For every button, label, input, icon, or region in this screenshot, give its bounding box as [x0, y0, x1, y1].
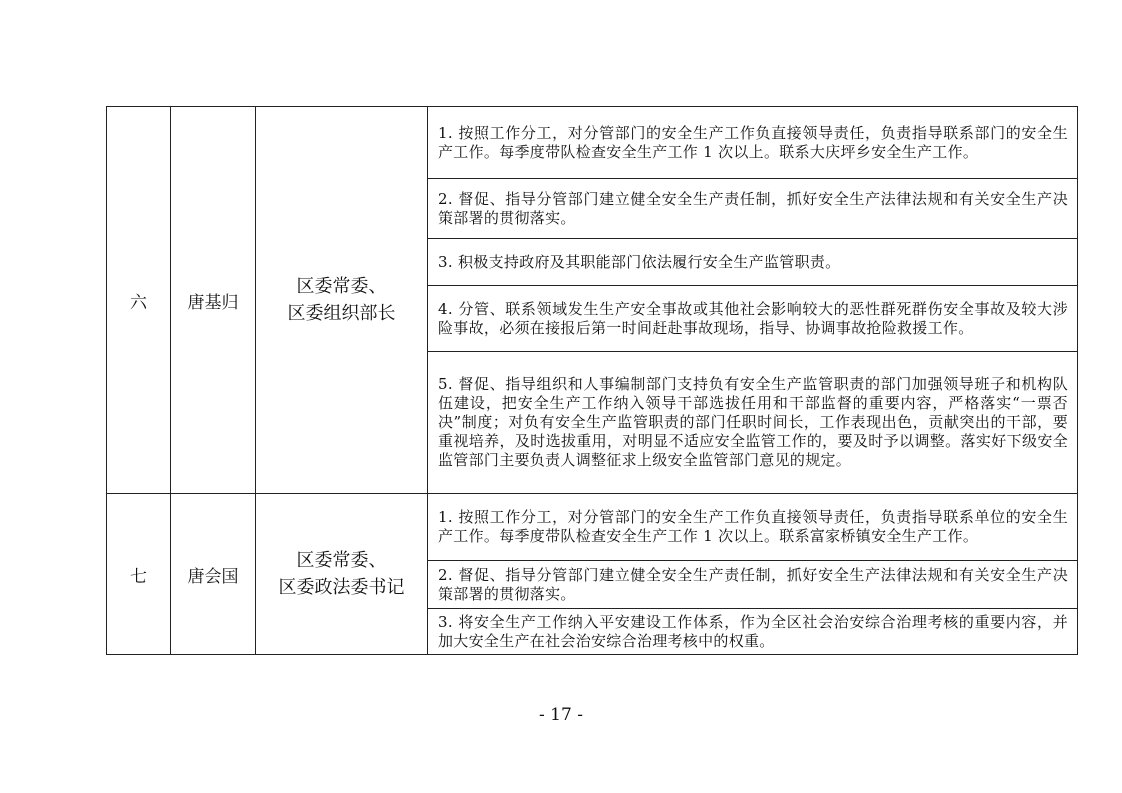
person-name: 唐基归: [171, 107, 256, 494]
table-row: [107, 494, 1078, 561]
row-number: 六: [107, 107, 171, 494]
row-number: 七: [107, 494, 171, 655]
duty-item: 3. 将安全生产工作纳入平安建设工作体系，作为全区社会治安综合治理考核的重要内容，并加大安全生产在社会治安综合治理考核中的权重。: [428, 609, 1078, 655]
person-name: 唐会国: [171, 494, 256, 655]
position-line: 区委常委、: [296, 550, 387, 571]
duty-item: 2. 督促、指导分管部门建立健全安全生产责任制，抓好安全生产法律法规和有关安全生产决策部署的贯彻落实。: [428, 179, 1078, 239]
position-cell: [256, 494, 428, 655]
position-line: 区委政法委书记: [278, 577, 405, 598]
duty-item: 1. 按照工作分工，对分管部门的安全生产工作负直接领导责任，负责指导联系部门的安全生产工作。每季度带队检查安全生产工作 1 次以上。联系大庆坪乡安全生产工作。: [428, 107, 1078, 179]
duty-item: 4. 分管、联系领域发生生产安全事故或其他社会影响较大的恶性群死群伤安全事故及较大涉险事故，必须在接报后第一时间赶赴事故现场，指导、协调事故抢险救援工作。: [428, 286, 1078, 352]
position-line: 区委组织部长: [287, 303, 396, 324]
position-line: 区委常委、: [296, 276, 387, 297]
duty-item: 3. 积极支持政府及其职能部门依法履行安全生产监管职责。: [428, 239, 1078, 286]
duty-item: 1. 按照工作分工，对分管部门的安全生产工作负直接领导责任，负责指导联系单位的安全生产工作。每季度带队检查安全生产工作 1 次以上。联系富家桥镇安全生产工作。: [428, 494, 1078, 561]
position-cell: [256, 107, 428, 494]
page-number: - 17 -: [539, 705, 583, 725]
duty-item: 5. 督促、指导组织和人事编制部门支持负有安全生产监管职责的部门加强领导班子和机构队伍建设，把安全生产工作纳入领导干部选拔任用和干部监督的重要内容，严格落实“一票否决”制度；对负有安全生产监管职责的部门任职时间长，工作表现出色，贡献突出的干部，要重视培养，及时选拔重用，对明显不适应安全监管工作的，要及时予以调整。落实好下级安全监管部门主要负责人调整征求上级安全监管部门意见的规定。: [428, 352, 1078, 494]
duty-item: 2. 督促、指导分管部门建立健全安全生产责任制，抓好安全生产法律法规和有关安全生产决策部署的贯彻落实。: [428, 561, 1078, 609]
responsibility-table: [106, 106, 1078, 655]
table-row: [107, 107, 1078, 179]
